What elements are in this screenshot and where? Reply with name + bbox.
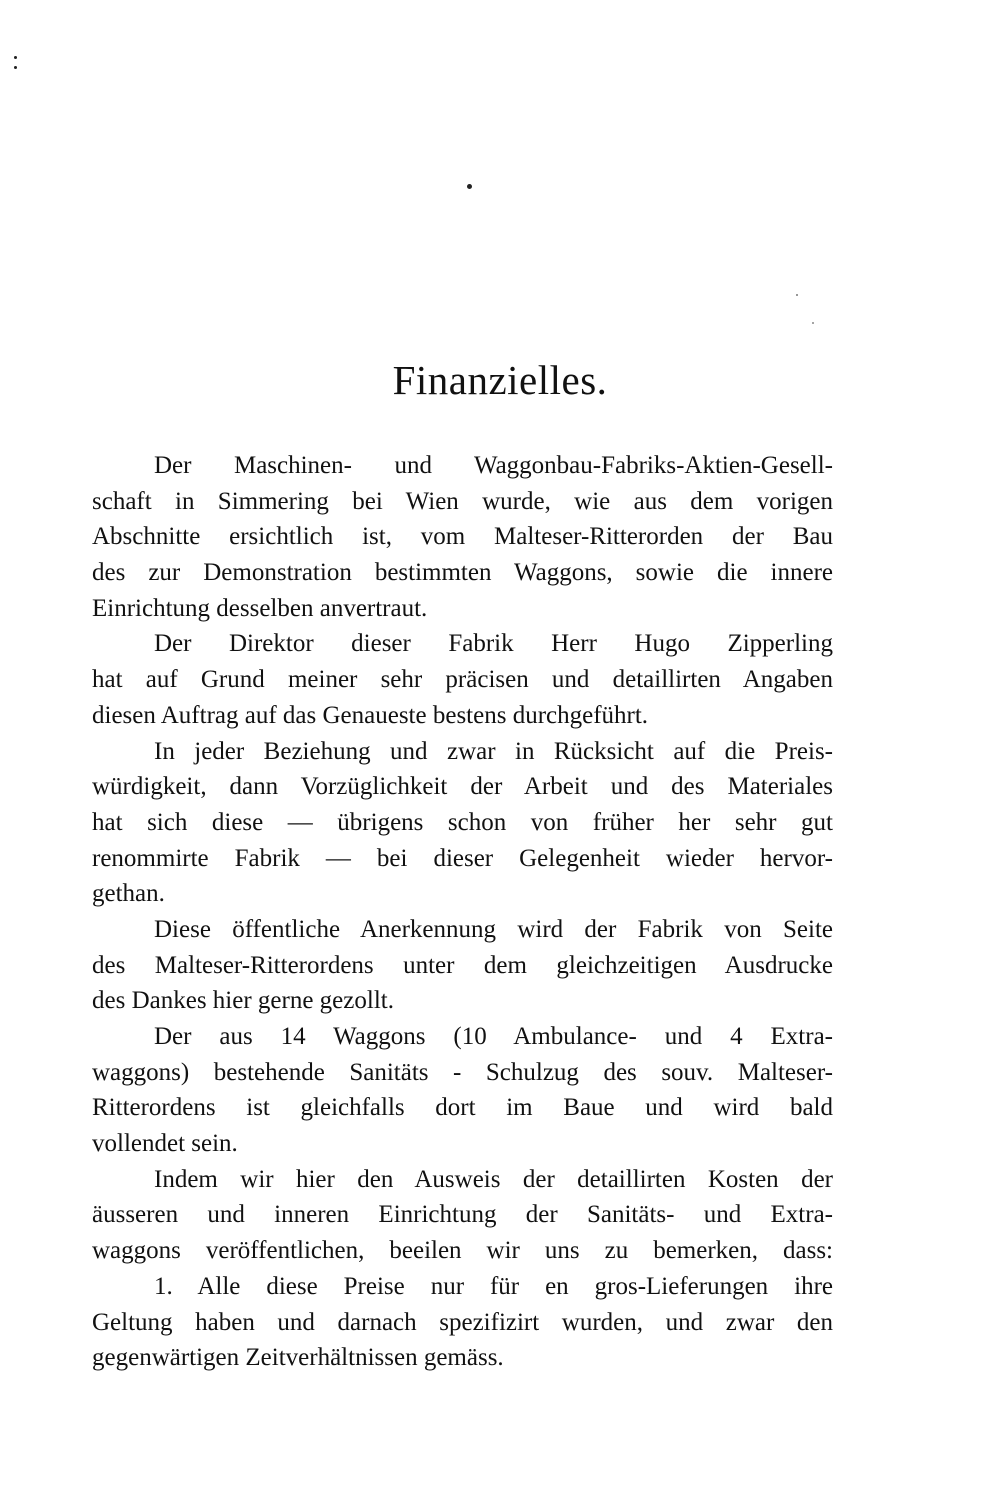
print-speck (796, 294, 798, 296)
text-line: würdigkeit, dann Vorzüglichkeit der Arbeit und des Materiales (92, 773, 833, 801)
text-line: des Malteser-Ritterordens unter dem gleichzeitigen Ausdrucke (92, 951, 833, 979)
text-line: schaft in Simmering bei Wien wurde, wie aus dem vorigen (92, 487, 833, 515)
text-line: des Dankes hier gerne gezollt. (92, 987, 394, 1015)
text-line: gegenwärtigen Zeitverhältnissen gemäss. (92, 1344, 504, 1372)
text-line: 1. Alle diese Preise nur für en gros-Lieferungen ihre (154, 1272, 833, 1300)
text-line: vollendet sein. (92, 1130, 238, 1158)
text-line: Ritterordens ist gleichfalls dort im Baue und wird bald (92, 1094, 833, 1122)
text-line: Diese öffentliche Anerkennung wird der Fabrik von Seite (154, 915, 833, 943)
text-line: waggons veröffentlichen, beeilen wir uns zu bemerken, dass: (92, 1237, 833, 1265)
text-line: äusseren und inneren Einrichtung der Sanitäts- und Extra- (92, 1201, 833, 1229)
print-speck (14, 66, 17, 69)
print-speck (14, 56, 17, 59)
text-line: diesen Auftrag auf das Genaueste bestens durchgeführt. (92, 701, 649, 729)
text-line: des zur Demonstration bestimmten Waggons, sowie die innere (92, 559, 833, 587)
text-line: waggons) bestehende Sanitäts - Schulzug des souv. Malteser- (92, 1058, 833, 1086)
text-line: Indem wir hier den Ausweis der detaillirten Kosten der (154, 1165, 833, 1193)
text-line: Der Maschinen- und Waggonbau-Fabriks-Aktien-Gesell- (154, 452, 833, 479)
body-text (92, 448, 833, 1376)
text-line: In jeder Beziehung und zwar in Rücksicht auf die Preis- (154, 737, 833, 765)
text-line: Einrichtung desselben anvertraut. (92, 594, 428, 622)
print-speck (467, 184, 472, 189)
text-line: renommirte Fabrik — bei dieser Gelegenheit wieder hervor- (92, 844, 833, 872)
print-speck (812, 322, 814, 324)
text-line: Der Direktor dieser Fabrik Herr Hugo Zipperling (154, 630, 833, 658)
text-line: hat sich diese — übrigens schon von früher her sehr gut (92, 808, 833, 836)
section-title: Finanzielles. (392, 357, 608, 403)
text-line: Der aus 14 Waggons (10 Ambulance- und 4 Extra- (154, 1023, 833, 1050)
text-line: gethan. (92, 880, 165, 908)
text-line: Geltung haben und darnach spezifizirt wurden, und zwar den (92, 1308, 833, 1336)
text-line: Abschnitte ersichtlich ist, vom Malteser-Ritterorden der Bau (92, 523, 833, 551)
text-line: hat auf Grund meiner sehr präcisen und detaillirten Angaben (92, 666, 833, 694)
